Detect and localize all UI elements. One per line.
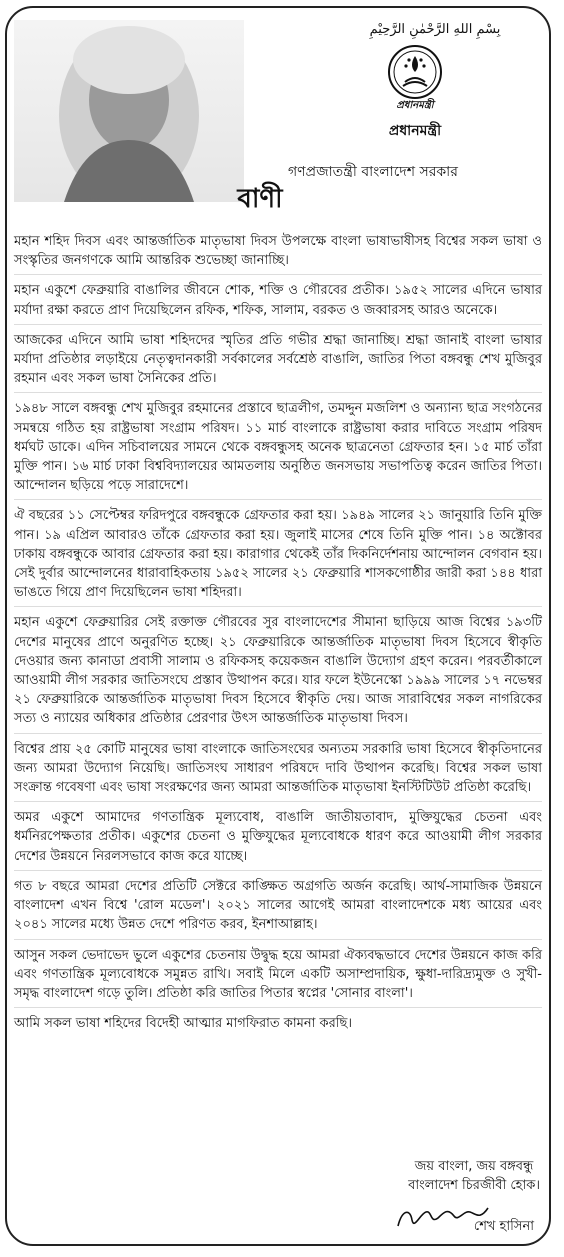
paragraph: আসুন সকল ভেদাভেদ ভুলে একুশের চেতনায় উদ্বুদ্ধ হয়ে আমরা ঐক্যবদ্ধভাবে দেশের উন্নয়নে কাজ করি এবং গণতান্ত্রিক মূল্যবোধকে সমুন্নত রাখি। সবাই মিলে একটি অসাম্প্রদায়িক, ক্ষুধা-দারিদ্র্যমুক্ত ও সুখী-সমৃদ্ধ বাংলাদেশ গড়ে তুলি। প্রতিষ্ঠা করি জাতির পিতার স্বপ্নের 'সোনার বাংলা'। bbox=[14, 946, 542, 1009]
paragraph: ১৯৪৮ সালে বঙ্গবন্ধু শেখ মুজিবুর রহমানের প্রস্তাবে ছাত্রলীগ, তমদ্দুন মজলিশ ও অন্যান্য ছাত্র সংগঠনের সমন্বয়ে গঠিত হয় রাষ্ট্রভাষা সংগ্রাম পরিষদ। ১১ মার্চ বাংলাকে রাষ্ট্রভাষা করার দাবিতে সংগ্রাম পরিষদ ধর্মঘট ডাকে। এদিন সচিবালয়ের সামনে থেকে বঙ্গবন্ধুসহ অনেক ছাত্রনেতা গ্রেফতার হন। ১৫ মার্চ তাঁরা মুক্তি পান। ১৬ মার্চ ঢাকা বিশ্ববিদ্যালয়ের আমতলায় অনুষ্ঠিত জনসভায় সভাপতিত্ব করেন জাতির পিতা। আন্দোলন ছড়িয়ে পড়ে সারাদেশে। bbox=[14, 399, 542, 500]
paragraph: মহান একুশে ফেব্রুয়ারি বাঙালির জীবনে শোক, শক্তি ও গৌরবের প্রতীক। ১৯৫২ সালের এদিনে ভাষার মর্যাদা রক্ষা করতে প্রাণ দিয়েছিলেন রফিক, শফিক, সালাম, বরকত ও জব্বারসহ আরও অনেকে। bbox=[14, 281, 542, 324]
paragraph: আজকের এদিনে আমি ভাষা শহিদদের স্মৃতির প্রতি গভীর শ্রদ্ধা জানাচ্ছি। শ্রদ্ধা জানাই বাংলা ভাষার মর্যাদা প্রতিষ্ঠার লড়াইয়ে নেতৃত্বদানকারী সর্বকালের সর্বশ্রেষ্ঠ বাঙালি, জাতির পিতা বঙ্গবন্ধু শেখ মুজিবুর রহমান এবং সকল ভাষা সৈনিকের প্রতি। bbox=[14, 331, 542, 394]
paragraph: আমি সকল ভাষা শহিদের বিদেহী আত্মার মাগফিরাত কামনা করছি। bbox=[14, 1016, 353, 1032]
paragraph: ঐ বছরের ১১ সেপ্টেম্বর ফরিদপুরে বঙ্গবন্ধুকে গ্রেফতার করা হয়। ১৯৪৯ সালের ২১ জানুয়ারি তিনি মুক্তি পান। ১৯ এপ্রিল আবারও তাঁকে গ্রেফতার করা হয়। জুলাই মাসের শেষে তিনি মুক্তি পান। ১৪ অক্টোবর ঢাকায় বঙ্গবন্ধুকে আবার গ্রেফতার করা হয়। কারাগার থেকেই তাঁর দিকনির্দেশনায় আন্দোলন বেগবান হয়। সেই দুর্বার আন্দোলনের ধারাবাহিকতায় ১৯৫২ সালের ২১ ফেব্রুয়ারি শাসকগোষ্ঠীর জারী করা ১৪৪ ধারা ভাঙতে গিয়ে প্রাণ দিয়েছিলেন ভাষা শহিদরা। bbox=[14, 506, 542, 607]
paragraph: মহান শহিদ দিবস এবং আন্তর্জাতিক মাতৃভাষা দিবস উপলক্ষে বাংলা ভাষাভাষীসহ বিশ্বের সকল ভাষা ও সংস্কৃতির জনগণকে আমি আন্তরিক শুভেচ্ছা জানাচ্ছি। bbox=[14, 232, 542, 275]
paragraph: অমর একুশে আমাদের গণতান্ত্রিক মূল্যবোধ, বাঙালি জাতীয়তাবাদ, মুক্তিযুদ্ধের চেতনা এবং ধর্মনিরপেক্ষতার প্রতীক। একুশের চেতনা ও মুক্তিযুদ্ধের মূল্যবোধকে ধারণ করে আওয়ামী লীগ সরকার দেশের উন্নয়নে নিরলসভাবে কাজ করে যাচ্ছে। bbox=[14, 808, 542, 871]
paragraph: গত ৮ বছরে আমরা দেশের প্রতিটি সেক্টরে কাঙ্ক্ষিত অগ্রগতি অর্জন করেছি। আর্থ-সামাজিক উন্নয়নে বাংলাদেশ এখন বিশ্বে 'রোল মডেল'। ২০২১ সালের আগেই আমরা বাংলাদেশকে মধ্য আয়ের এবং ২০৪১ সালের মধ্যে উন্নত দেশে পরিণত করব, ইনশাআল্লাহ। bbox=[14, 877, 542, 940]
signature-block bbox=[392, 1200, 542, 1240]
header-block bbox=[300, 20, 530, 143]
closing-block bbox=[408, 1157, 540, 1195]
closing-line: বাংলাদেশ চিরজীবী হোক। bbox=[408, 1178, 540, 1193]
government-emblem-icon bbox=[387, 44, 443, 100]
emblem-caption: প্রধানমন্ত্রী bbox=[396, 100, 434, 111]
government-name: গণপ্রজাতন্ত্রী বাংলাদেশ সরকার bbox=[288, 164, 458, 180]
portrait-photo bbox=[14, 20, 244, 202]
page-title: বাণী bbox=[237, 184, 283, 214]
closing-line: জয় বাংলা, জয় বঙ্গবন্ধু bbox=[414, 1159, 534, 1174]
paragraph: মহান একুশে ফেব্রুয়ারির সেই রক্তাক্ত গৌরবের সুর বাংলাদেশের সীমানা ছাড়িয়ে আজ বিশ্বের ১৯৩টি দেশের মানুষের প্রাণে অনুরণিত হচ্ছে। ২১ ফেব্রুয়ারিকে আন্তর্জাতিক মাতৃভাষা দিবস হিসেবে স্বীকৃতি দেওয়ার জন্য কানাডা প্রবাসী সালাম ও রফিকসহ কয়েকজন বাঙালি উদ্যোগ গ্রহণ করেন। পরবর্তীকালে আওয়ামী লীগ সরকার জাতিসংঘে প্রস্তাব উত্থাপন করে। যার ফলে ইউনেস্কো ১৯৯৯ সালের ১৭ নভেম্বর ২১ ফেব্রুয়ারিকে আন্তর্জাতিক মাতৃভাষা দিবস হিসেবে স্বীকৃতি দেয়। আজ সারাবিশ্বের সকল নাগরিকের সত্য ও ন্যায়ের অধিকার প্রতিষ্ঠার প্রেরণার উৎস আন্তর্জাতিক মাতৃভাষা দিবস। bbox=[14, 613, 542, 733]
paragraph: বিশ্বের প্রায় ২৫ কোটি মানুষের ভাষা বাংলাকে জাতিসংঘের অন্যতম সরকারি ভাষা হিসেবে স্বীকৃতিদানের জন্য আমরা উদ্যোগ নিয়েছি। জাতিসংঘ সাধারণ পরিষদে দাবি উত্থাপন করেছি। বিশ্বের সকল ভাষা সংক্রান্ত গবেষণা এবং ভাষা সংরক্ষণের জন্য আমরা আন্তর্জাতিক মাতৃভাষা ইনস্টিটিউট প্রতিষ্ঠা করেছি। bbox=[14, 740, 542, 803]
signature-name: শেখ হাসিনা bbox=[473, 1219, 534, 1234]
bismillah-calligraphy: بِسْمِ اللهِ الرَّحْمٰنِ الرَّحِيْمِ bbox=[369, 22, 501, 37]
designation: প্রধানমন্ত্রী bbox=[388, 123, 442, 139]
message-body bbox=[14, 232, 542, 1043]
